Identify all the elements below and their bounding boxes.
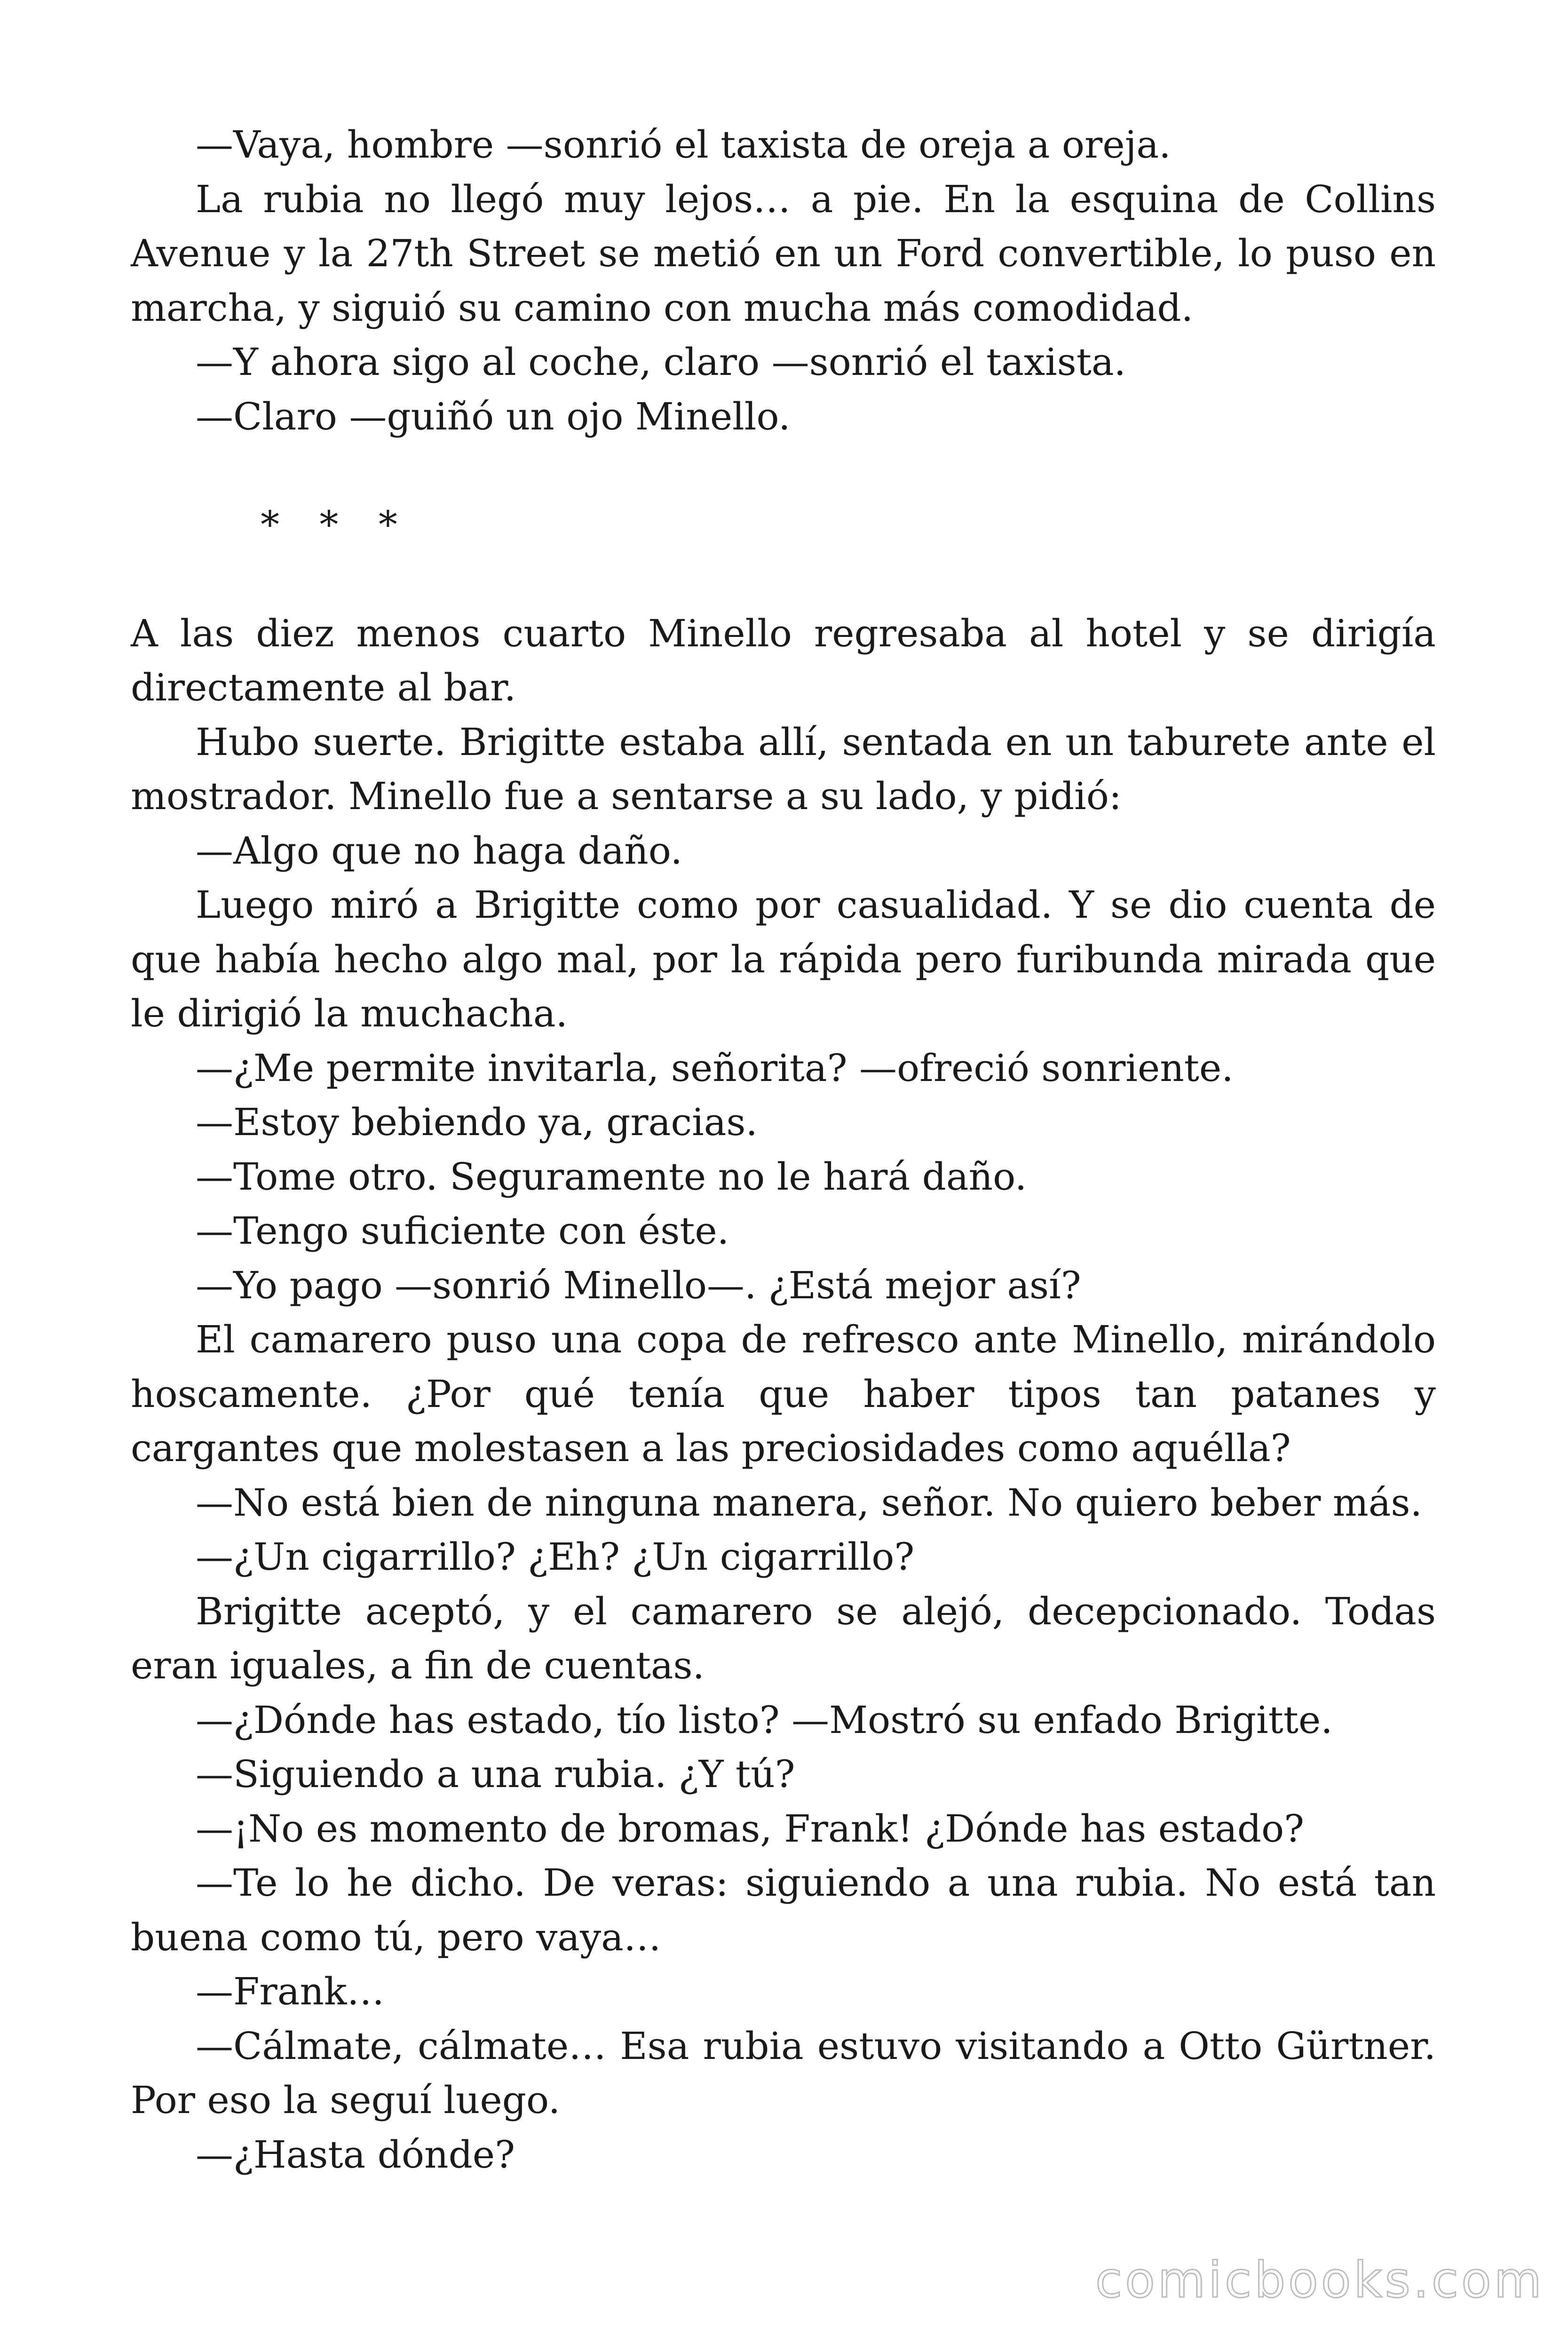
paragraph: —¿Dónde has estado, tío listo? —Mostró su enfado Brigitte. [196,1698,1333,1742]
section-after-break [131,606,1436,2182]
paragraph: —¿Un cigarrillo? ¿Eh? ¿Un cigarrillo? [196,1535,915,1579]
paragraph: —¿Hasta dónde? [196,2132,515,2177]
paragraph: —Estoy bebiendo ya, gracias. [196,1100,758,1144]
paragraph: —No está bien de ninguna manera, señor. No quiero beber más. [196,1480,1422,1525]
paragraph: —Claro —guiñó un ojo Minello. [196,394,791,438]
paragraph: —Tome otro. Seguramente no le hará daño. [196,1154,1027,1199]
scene-break [131,444,1436,606]
paragraph: —Te lo he dicho. De veras: siguiendo a una rubia. No está tan buena como tú, pero vaya… [131,1861,1436,1959]
page-text [131,118,1436,2182]
paragraph: —Frank… [196,1970,385,2013]
paragraph: Brigitte aceptó, y el camarero se alejó, decepcionado. Todas eran iguales, a fin de cuentas. [131,1589,1436,1687]
paragraph: —Vaya, hombre —sonrió el taxista de oreja a oreja. [196,123,1171,167]
paragraph: La rubia no llegó muy lejos… a pie. En la esquina de Collins Avenue y la 27th Street se metió en un Ford convertible, lo puso en marcha, y siguió su camino con mucha más comodidad. [131,177,1436,330]
paragraph: —Cálmate, cálmate… Esa rubia estuvo visitando a Otto Gürtner. Por eso la seguí luego. [131,2024,1436,2122]
paragraph: —¡No es momento de bromas, Frank! ¿Dónde has estado? [196,1806,1305,1851]
paragraph: —Y ahora sigo al coche, claro —sonrió el taxista. [196,340,1126,384]
paragraph: —Algo que no haga daño. [196,828,682,873]
watermark: comicbooks.com [1095,2251,1544,2309]
paragraph: Luego miró a Brigitte como por casualidad. Y se dio cuenta de que había hecho algo mal, por la rápida pero furibunda mirada que le dirigió la muchacha. [131,883,1436,1035]
paragraph: Hubo suerte. Brigitte estaba allí, sentada en un taburete ante el mostrador. Minello fue a sentarse a su lado, y pidió: [131,720,1436,818]
section-before-break [131,118,1436,444]
paragraph: —¿Me permite invitarla, señorita? —ofreció sonriente. [196,1046,1234,1090]
paragraph: A las diez menos cuarto Minello regresaba al hotel y se dirigía directamente al bar. [131,611,1436,709]
paragraph: El camarero puso una copa de refresco ante Minello, mirándolo hoscamente. ¿Por qué tenía que haber tipos tan patanes y cargantes que molestasen a las preciosidades como aquélla? [131,1318,1436,1470]
scene-break-mark: * * * [261,503,412,547]
paragraph: —Yo pago —sonrió Minello—. ¿Está mejor así? [196,1263,1081,1307]
paragraph: —Tengo suficiente con éste. [196,1209,729,1253]
paragraph: —Siguiendo a una rubia. ¿Y tú? [196,1752,795,1796]
